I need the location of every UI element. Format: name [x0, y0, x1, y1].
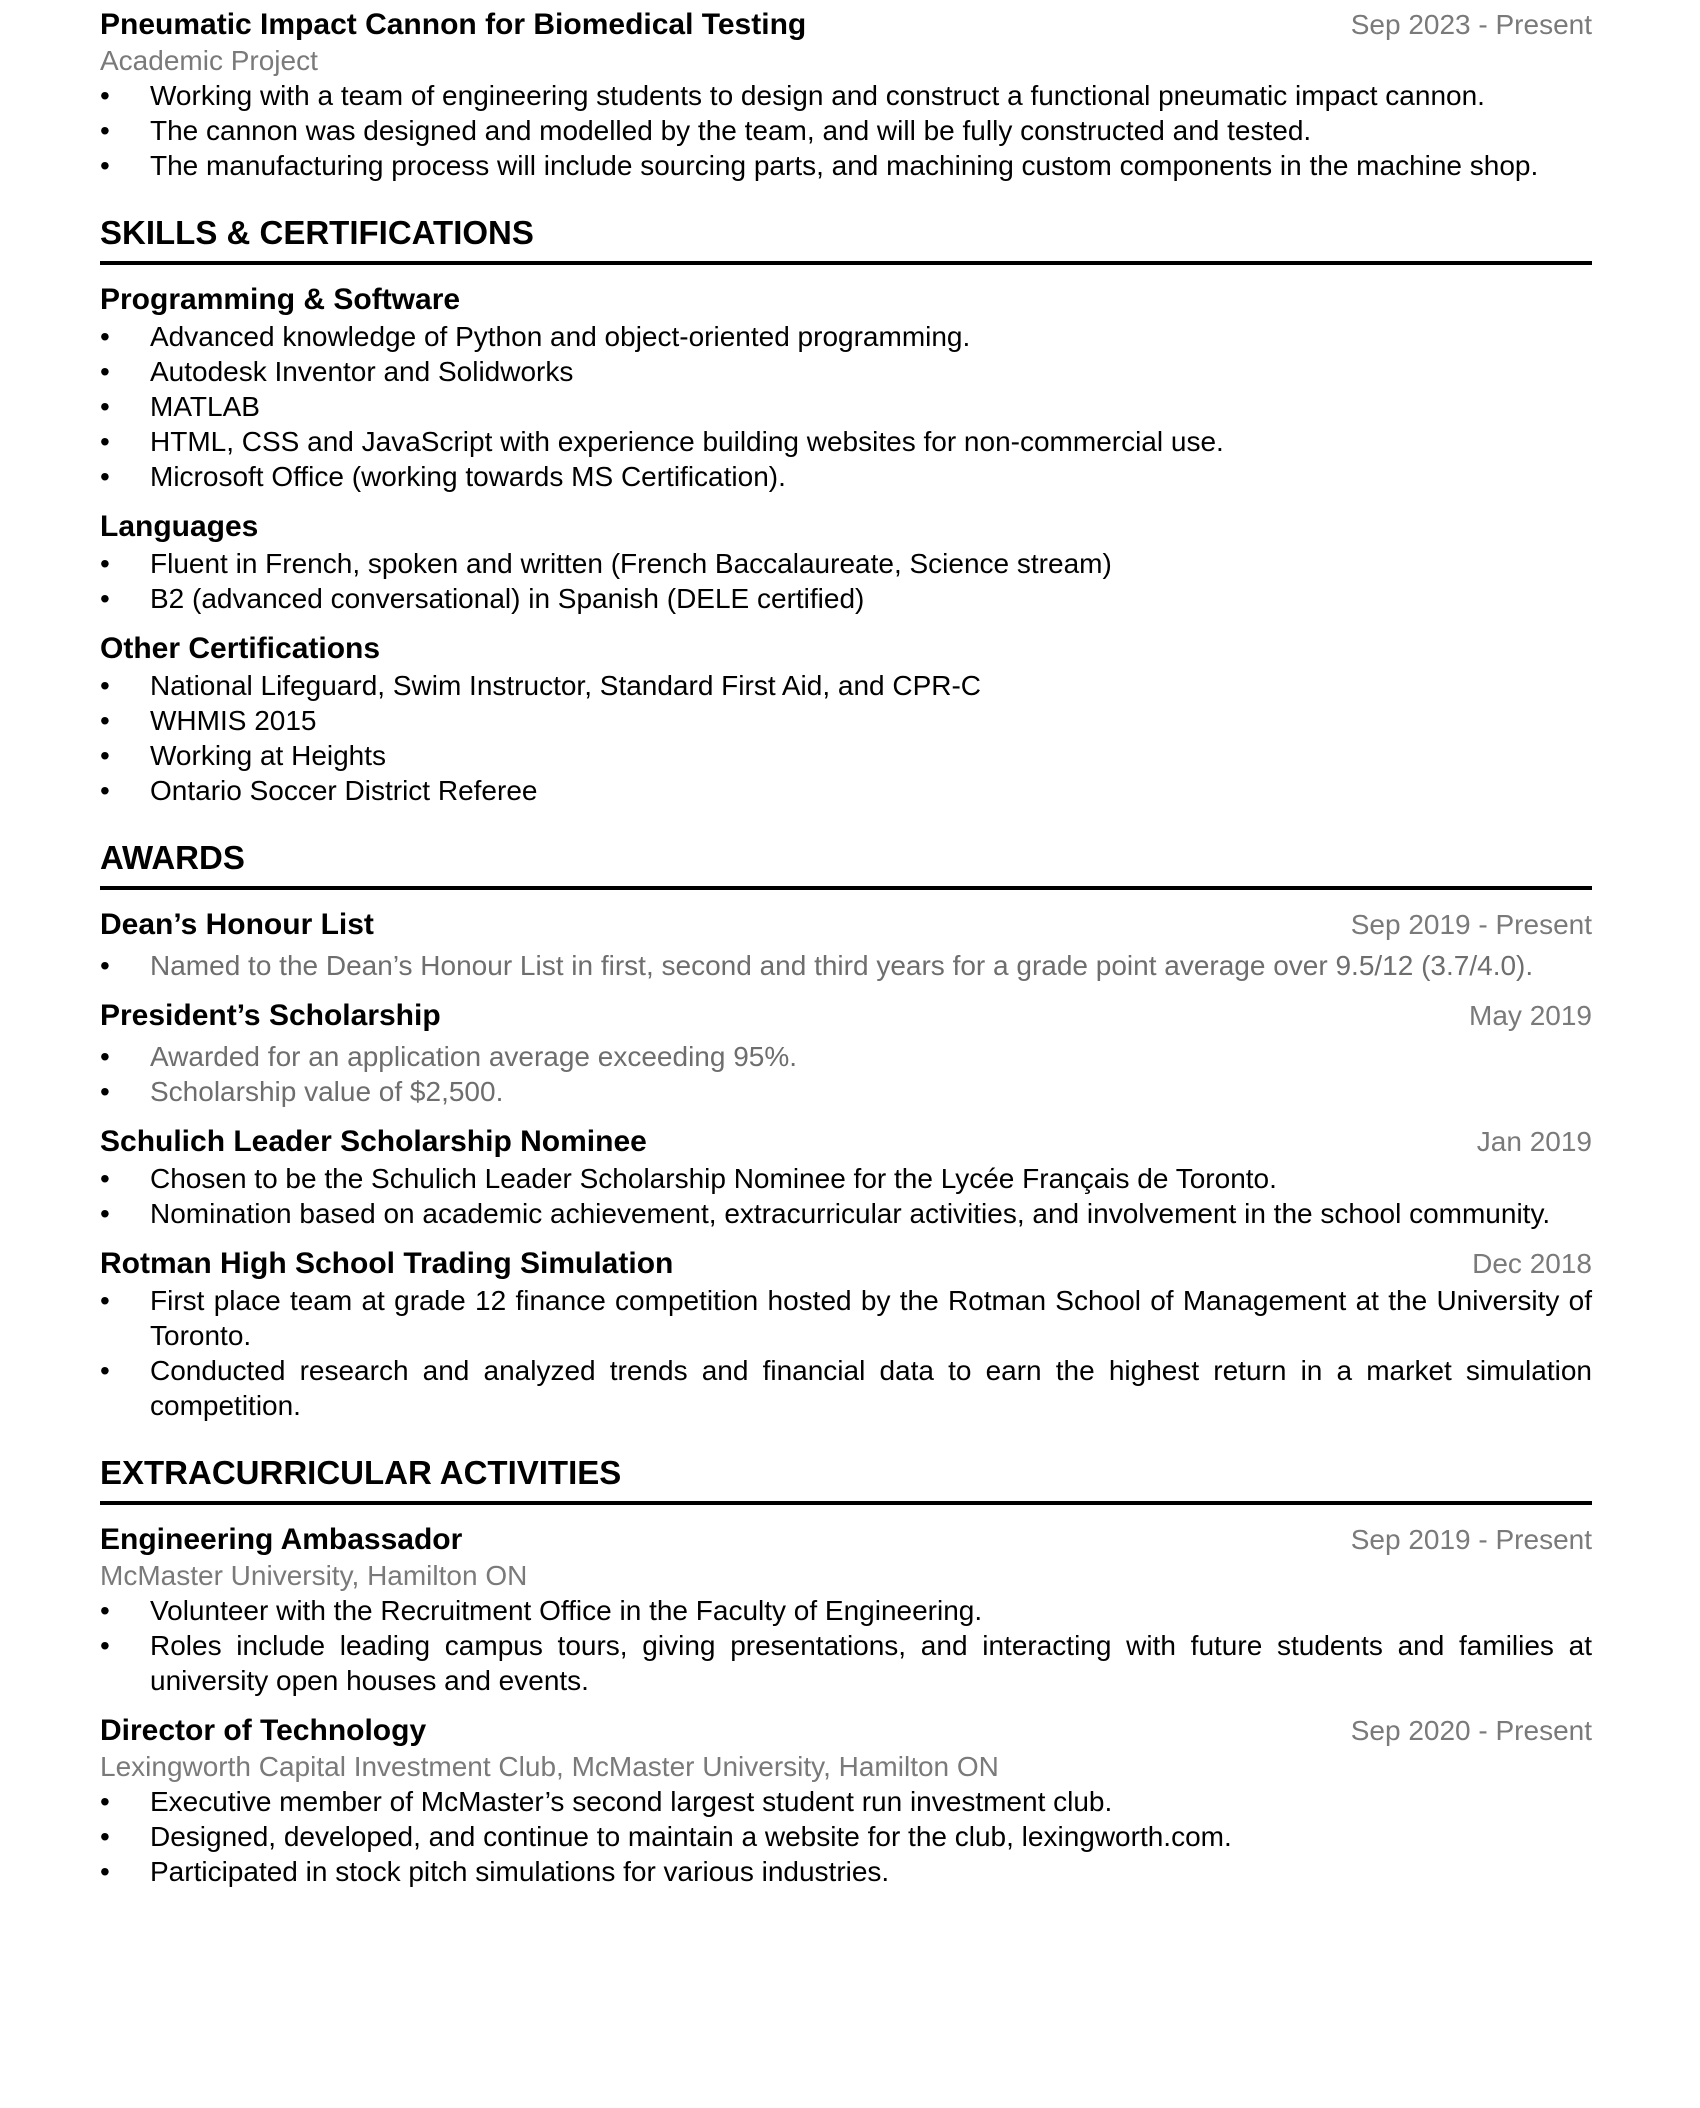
entry-organization: Academic Project: [100, 45, 318, 76]
entry-date: Sep 2023 - Present: [1350, 9, 1592, 40]
list-item: • Awarded for an application average exceeding 95%.: [100, 1039, 1592, 1074]
entry-date: Dec 2018: [1472, 1248, 1592, 1279]
section-divider: [100, 261, 1592, 265]
section-divider: [100, 1501, 1592, 1505]
list-item: • The cannon was designed and modelled by the team, and will be fully constructed and tested.: [100, 113, 1592, 148]
entry-title: Dean’s Honour List: [100, 908, 374, 941]
bullet-list: [100, 1593, 1592, 1698]
award-deans-list: [100, 906, 1592, 983]
list-item: • Nomination based on academic achievement, extracurricular activities, and involvement in the school community.: [100, 1196, 1592, 1231]
bullet-list: [100, 546, 1592, 616]
section-header-extracurricular: [100, 1453, 1592, 1505]
list-item: • First place team at grade 12 finance competition hosted by the Rotman School of Management at the University of Toronto.: [100, 1283, 1592, 1353]
bullet-list: [100, 319, 1592, 494]
subsection-title: Programming & Software: [100, 283, 461, 316]
subsection-title: Languages: [100, 510, 259, 543]
project-entry: [100, 6, 1592, 183]
entry-header: [100, 997, 1592, 1035]
list-item: • WHMIS 2015: [100, 703, 1592, 738]
list-item: • Named to the Dean’s Honour List in first, second and third years for a grade point average over 9.5/12 (3.7/4.0).: [100, 948, 1592, 983]
section-header-skills: [100, 213, 1592, 265]
award-rotman-simulation: [100, 1245, 1592, 1423]
list-item: • Designed, developed, and continue to maintain a website for the club, lexingworth.com.: [100, 1819, 1592, 1854]
entry-title: Director of Technology: [100, 1714, 427, 1747]
list-item: • Ontario Soccer District Referee: [100, 773, 1592, 808]
entry-date: Sep 2019 - Present: [1350, 909, 1592, 940]
list-item: • B2 (advanced conversational) in Spanish (DELE certified): [100, 581, 1592, 616]
activity-director-of-technology: [100, 1712, 1592, 1889]
entry-date: Jan 2019: [1476, 1126, 1592, 1157]
list-item: • Working at Heights: [100, 738, 1592, 773]
bullet-list: [100, 1784, 1592, 1889]
section-title: EXTRACURRICULAR ACTIVITIES: [100, 1454, 622, 1491]
award-presidents-scholarship: [100, 997, 1592, 1109]
entry-date: May 2019: [1469, 1000, 1592, 1031]
entry-organization: McMaster University, Hamilton ON: [100, 1560, 528, 1591]
bullet-list: [100, 1039, 1592, 1109]
skills-languages: [100, 508, 1592, 616]
entry-date: Sep 2020 - Present: [1350, 1715, 1592, 1746]
activity-engineering-ambassador: [100, 1521, 1592, 1698]
list-item: • National Lifeguard, Swim Instructor, Standard First Aid, and CPR-C: [100, 668, 1592, 703]
list-item: • Microsoft Office (working towards MS Certification).: [100, 459, 1592, 494]
bullet-list: [100, 948, 1592, 983]
list-item: • The manufacturing process will include sourcing parts, and machining custom components in the machine shop.: [100, 148, 1592, 183]
bullet-list: [100, 668, 1592, 808]
list-item: • Conducted research and analyzed trends and financial data to earn the highest return in a market simulation competition.: [100, 1353, 1592, 1423]
section-title: AWARDS: [100, 839, 245, 876]
entry-date: Sep 2019 - Present: [1350, 1524, 1592, 1555]
bullet-list: [100, 78, 1592, 183]
section-divider: [100, 886, 1592, 890]
section-header-awards: [100, 838, 1592, 890]
list-item: • MATLAB: [100, 389, 1592, 424]
section-title: SKILLS & CERTIFICATIONS: [100, 214, 534, 251]
entry-header: [100, 1245, 1592, 1283]
list-item: • Roles include leading campus tours, giving presentations, and interacting with future students and families at university open houses and events.: [100, 1628, 1592, 1698]
skills-programming: [100, 281, 1592, 494]
entry-header: [100, 1123, 1592, 1161]
list-item: • Fluent in French, spoken and written (French Baccalaureate, Science stream): [100, 546, 1592, 581]
list-item: • Autodesk Inventor and Solidworks: [100, 354, 1592, 389]
entry-header: [100, 1712, 1592, 1750]
entry-header: [100, 6, 1592, 44]
entry-header: [100, 1521, 1592, 1559]
entry-title: Pneumatic Impact Cannon for Biomedical Testing: [100, 8, 807, 41]
list-item: • Volunteer with the Recruitment Office in the Faculty of Engineering.: [100, 1593, 1592, 1628]
entry-organization: Lexingworth Capital Investment Club, McMaster University, Hamilton ON: [100, 1751, 999, 1782]
entry-header: [100, 906, 1592, 944]
list-item: • Working with a team of engineering students to design and construct a functional pneumatic impact cannon.: [100, 78, 1592, 113]
subsection-title: Other Certifications: [100, 632, 381, 665]
bullet-list: [100, 1161, 1592, 1231]
list-item: • Executive member of McMaster’s second largest student run investment club.: [100, 1784, 1592, 1819]
list-item: • Participated in stock pitch simulations for various industries.: [100, 1854, 1592, 1889]
list-item: • Chosen to be the Schulich Leader Scholarship Nominee for the Lycée Français de Toronto.: [100, 1161, 1592, 1196]
award-schulich-nominee: [100, 1123, 1592, 1231]
list-item: • HTML, CSS and JavaScript with experience building websites for non-commercial use.: [100, 424, 1592, 459]
list-item: • Scholarship value of $2,500.: [100, 1074, 1592, 1109]
entry-title: President’s Scholarship: [100, 999, 441, 1032]
list-item: • Advanced knowledge of Python and object-oriented programming.: [100, 319, 1592, 354]
bullet-list: [100, 1283, 1592, 1423]
entry-title: Schulich Leader Scholarship Nominee: [100, 1125, 647, 1158]
skills-other-certifications: [100, 630, 1592, 808]
entry-title: Engineering Ambassador: [100, 1523, 463, 1556]
entry-title: Rotman High School Trading Simulation: [100, 1247, 674, 1280]
